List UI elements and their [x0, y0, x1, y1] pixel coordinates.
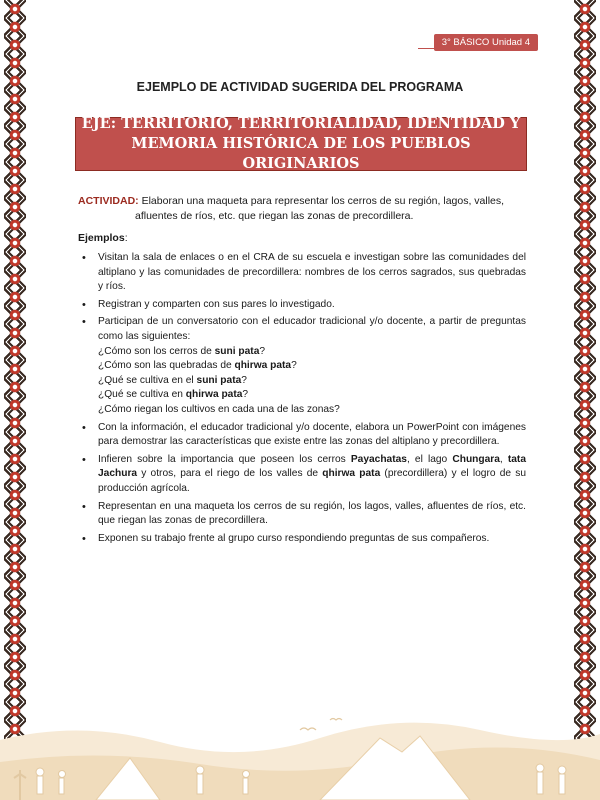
decorative-border-right — [574, 0, 596, 800]
list-item — [78, 298, 526, 313]
list-item-text: Registran y comparten con sus pares lo investigado. — [98, 298, 335, 310]
banner-line-2: MEMORIA HISTÓRICA DE LOS PUEBLOS ORIGINARIOS — [131, 135, 471, 172]
activity-text-2: afluentes de ríos, etc. que riegan las zonas de precordillera. — [135, 210, 414, 222]
question-3: ¿Qué se cultiva en el suni pata? — [98, 374, 247, 386]
birds — [300, 719, 342, 731]
page-heading: EJEMPLO DE ACTIVIDAD SUGERIDA DEL PROGRAMA — [136, 80, 464, 94]
examples-title — [78, 232, 128, 244]
list-item — [78, 421, 526, 450]
decorative-border-left — [4, 0, 26, 800]
examples-title-colon: : — [124, 232, 128, 244]
list-item-text: Representan en una maqueta los cerros de su región, los lagos, valles, afluentes de ríos, etc. que riegan las zonas de precordillera. — [98, 500, 526, 527]
list-item-text: Exponen su trabajo frente al grupo curso respondiendo preguntas de sus compañeros. — [98, 532, 490, 544]
footer-landscape-illustration — [0, 700, 600, 800]
list-item — [78, 500, 526, 529]
examples-list — [78, 248, 526, 546]
list-item — [78, 532, 526, 547]
list-item-text: Visitan la sala de enlaces o en el CRA de su escuela e investigan sobre las comunidades del altiplano y las comunidades de precordillera: nombres de los cerros sagrados, sus quebradas y ríos. — [98, 252, 526, 293]
list-item — [78, 315, 526, 417]
banner-line-1: EJE: TERRITORIO, TERRITORIALIDAD, IDENTIDAD Y — [81, 115, 521, 132]
question-4: ¿Qué se cultiva en qhirwa pata? — [98, 389, 249, 401]
list-item — [78, 251, 526, 295]
axis-banner — [75, 117, 527, 171]
list-item-text: Con la información, el educador tradicional y/o docente, elabora un PowerPoint con imágenes para demostrar las características que existe entre las zonas del altiplano y precordillera. — [98, 421, 526, 448]
activity-text-1: Elaboran una maqueta para representar los cerros de su región, lagos, valles, — [141, 195, 505, 207]
question-2: ¿Cómo son las quebradas de qhirwa pata? — [98, 360, 297, 372]
activity-label: ACTIVIDAD: — [78, 195, 139, 207]
activity-block — [78, 194, 526, 224]
unit-tab: 3° BÁSICO Unidad 4 — [434, 34, 538, 51]
list-item: • Infieren sobre la importancia que poseen los cerros Payachatas, el lago Chungara, tata Jachura y otros, para el riego de los valles de qhirwa pata (precordillera) y el logro de su producción agrícola. — [78, 453, 526, 497]
question-5: ¿Cómo riegan los cultivos en cada una de las zonas? — [98, 403, 340, 415]
list-item-text: Participan de un conversatorio con el educador tradicional y/o docente, a partir de preguntas como las siguientes: — [98, 316, 526, 342]
examples-title-text: Ejemplos — [78, 232, 125, 244]
question-1: ¿Cómo son los cerros de suni pata? — [98, 345, 266, 357]
